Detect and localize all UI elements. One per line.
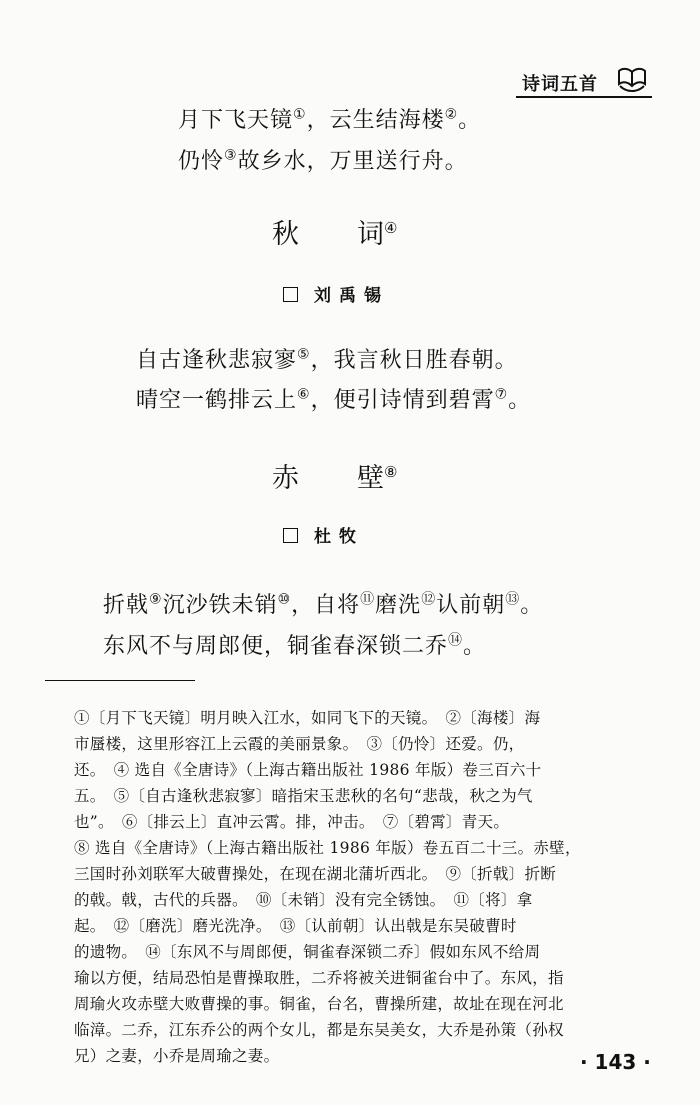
author-name: 刘禹锡 bbox=[314, 286, 389, 306]
poem-text: 折戟 bbox=[103, 593, 150, 618]
poem-text: 月下飞天镜 bbox=[178, 108, 294, 133]
footnote-line: 瑜以方便，结局恐怕是曹操取胜，二乔将被关进铜雀台中了。东风，指 bbox=[74, 969, 564, 987]
note-marker: ⑤ bbox=[297, 346, 311, 363]
poem-text: ，云生结海楼 bbox=[306, 108, 445, 133]
note-marker: ⑪ bbox=[360, 591, 376, 608]
footnote-line: 的戟。戟，古代的兵器。 ⑩〔未销〕没有完全锈蚀。 ⑪〔将〕拿 bbox=[74, 891, 533, 909]
note-marker: ⑭ bbox=[448, 632, 464, 649]
footnote-line: 起。 ⑫〔磨洗〕磨光洗净。 ⑬〔认前朝〕认出戟是东吴破曹时 bbox=[74, 917, 517, 935]
note-marker: ⑦ bbox=[494, 386, 509, 403]
title-char: 词 bbox=[357, 219, 384, 250]
poem-text: 仍怜 bbox=[178, 149, 225, 174]
footnote-line: 市蜃楼，这里形容江上云霞的美丽景象。 ③〔仍怜〕还爱。仍， bbox=[74, 735, 525, 753]
footnote-line: 五。 ⑤〔自古逢秋悲寂寥〕暗指宋玉悲秋的名句“悲哉，秋之为气 bbox=[74, 787, 533, 805]
note-marker: ⑨ bbox=[149, 591, 163, 608]
poem-text: 东风不与周郎便，铜雀春深锁二乔 bbox=[103, 634, 449, 659]
header-title: 诗词五首 bbox=[522, 74, 598, 95]
footnote-line: ⑧ 选自《全唐诗》（上海古籍出版社 1986 年版）卷五百二十三。赤壁， bbox=[74, 839, 581, 857]
footnote-line: 周瑜火攻赤壁大败曹操的事。铜雀，台名，曹操所建，故址在现在河北 bbox=[74, 995, 564, 1013]
poem2-line-2 bbox=[136, 383, 531, 414]
title-char: 壁 bbox=[357, 463, 384, 494]
poem-text: 沉沙铁未销 bbox=[162, 593, 278, 618]
title-char: 赤 bbox=[272, 463, 299, 494]
footnote-divider bbox=[45, 680, 195, 681]
poem3-author bbox=[283, 522, 364, 547]
poem-text: ，我言秋日胜春朝。 bbox=[310, 348, 518, 373]
author-box-icon bbox=[283, 528, 298, 543]
poem1-line-1 bbox=[178, 103, 481, 134]
running-header bbox=[516, 66, 652, 98]
poem-text: ，便引诗情到碧霄 bbox=[310, 388, 495, 413]
note-marker: ④ bbox=[384, 219, 398, 237]
note-marker: ① bbox=[293, 106, 307, 123]
author-name: 杜牧 bbox=[314, 527, 364, 547]
footnote-line: 还。 ④ 选自《全唐诗》（上海古籍出版社 1986 年版）卷三百六十 bbox=[74, 761, 542, 779]
poem-text: 自古逢秋悲寂寥 bbox=[136, 348, 298, 373]
note-marker: ⑫ bbox=[421, 591, 437, 608]
poem-text: 故乡水，万里送行舟。 bbox=[237, 149, 468, 174]
poem3-line-1 bbox=[103, 588, 543, 619]
book-hands-icon bbox=[616, 66, 648, 94]
poem3-title bbox=[272, 456, 397, 495]
note-marker: ② bbox=[444, 106, 459, 123]
footnote-line: 临漳。二乔，江东乔公的两个女儿，都是东吴美女，大乔是孙策（孙权 bbox=[74, 1021, 564, 1039]
poem2-author bbox=[283, 281, 389, 306]
footnote-line: 的遗物。 ⑭〔东风不与周郎便，铜雀春深锁二乔〕假如东风不给周 bbox=[74, 943, 541, 961]
author-box-icon bbox=[283, 287, 298, 302]
poem1-line-2 bbox=[178, 144, 468, 175]
footnote-line: ①〔月下飞天镜〕明月映入江水，如同飞下的天镜。 ②〔海楼〕海 bbox=[74, 709, 541, 727]
poem-text: 。 bbox=[508, 388, 532, 413]
footnote-line: 也”。 ⑥〔排云上〕直冲云霄。排，冲击。 ⑦〔碧霄〕青天。 bbox=[74, 813, 510, 831]
poem-text: 认前朝 bbox=[436, 593, 506, 618]
note-marker: ⑥ bbox=[297, 386, 311, 403]
poem-text: 。 bbox=[520, 593, 544, 618]
poem-text: 。 bbox=[458, 108, 482, 133]
note-marker: ⑩ bbox=[277, 591, 292, 608]
note-marker: ③ bbox=[224, 147, 238, 164]
footnote-line: 兄）之妻，小乔是周瑜之妻。 bbox=[74, 1047, 280, 1065]
footnote-line: 三国时孙刘联军大破曹操处，在现在湖北蒲圻西北。 ⑨〔折戟〕折断 bbox=[74, 865, 557, 883]
poem-text: ，自将 bbox=[291, 593, 361, 618]
poem3-line-2 bbox=[103, 629, 486, 660]
title-char: 秋 bbox=[272, 219, 299, 250]
note-marker: ⑧ bbox=[384, 463, 398, 481]
note-marker: ⑬ bbox=[505, 591, 521, 608]
poem2-line-1 bbox=[136, 343, 518, 374]
poem-text: 。 bbox=[463, 634, 487, 659]
page-number: · 143 · bbox=[580, 1050, 651, 1074]
poem2-title bbox=[272, 212, 397, 251]
poem-text: 磨洗 bbox=[375, 593, 422, 618]
poem-text: 晴空一鹤排云上 bbox=[136, 388, 298, 413]
